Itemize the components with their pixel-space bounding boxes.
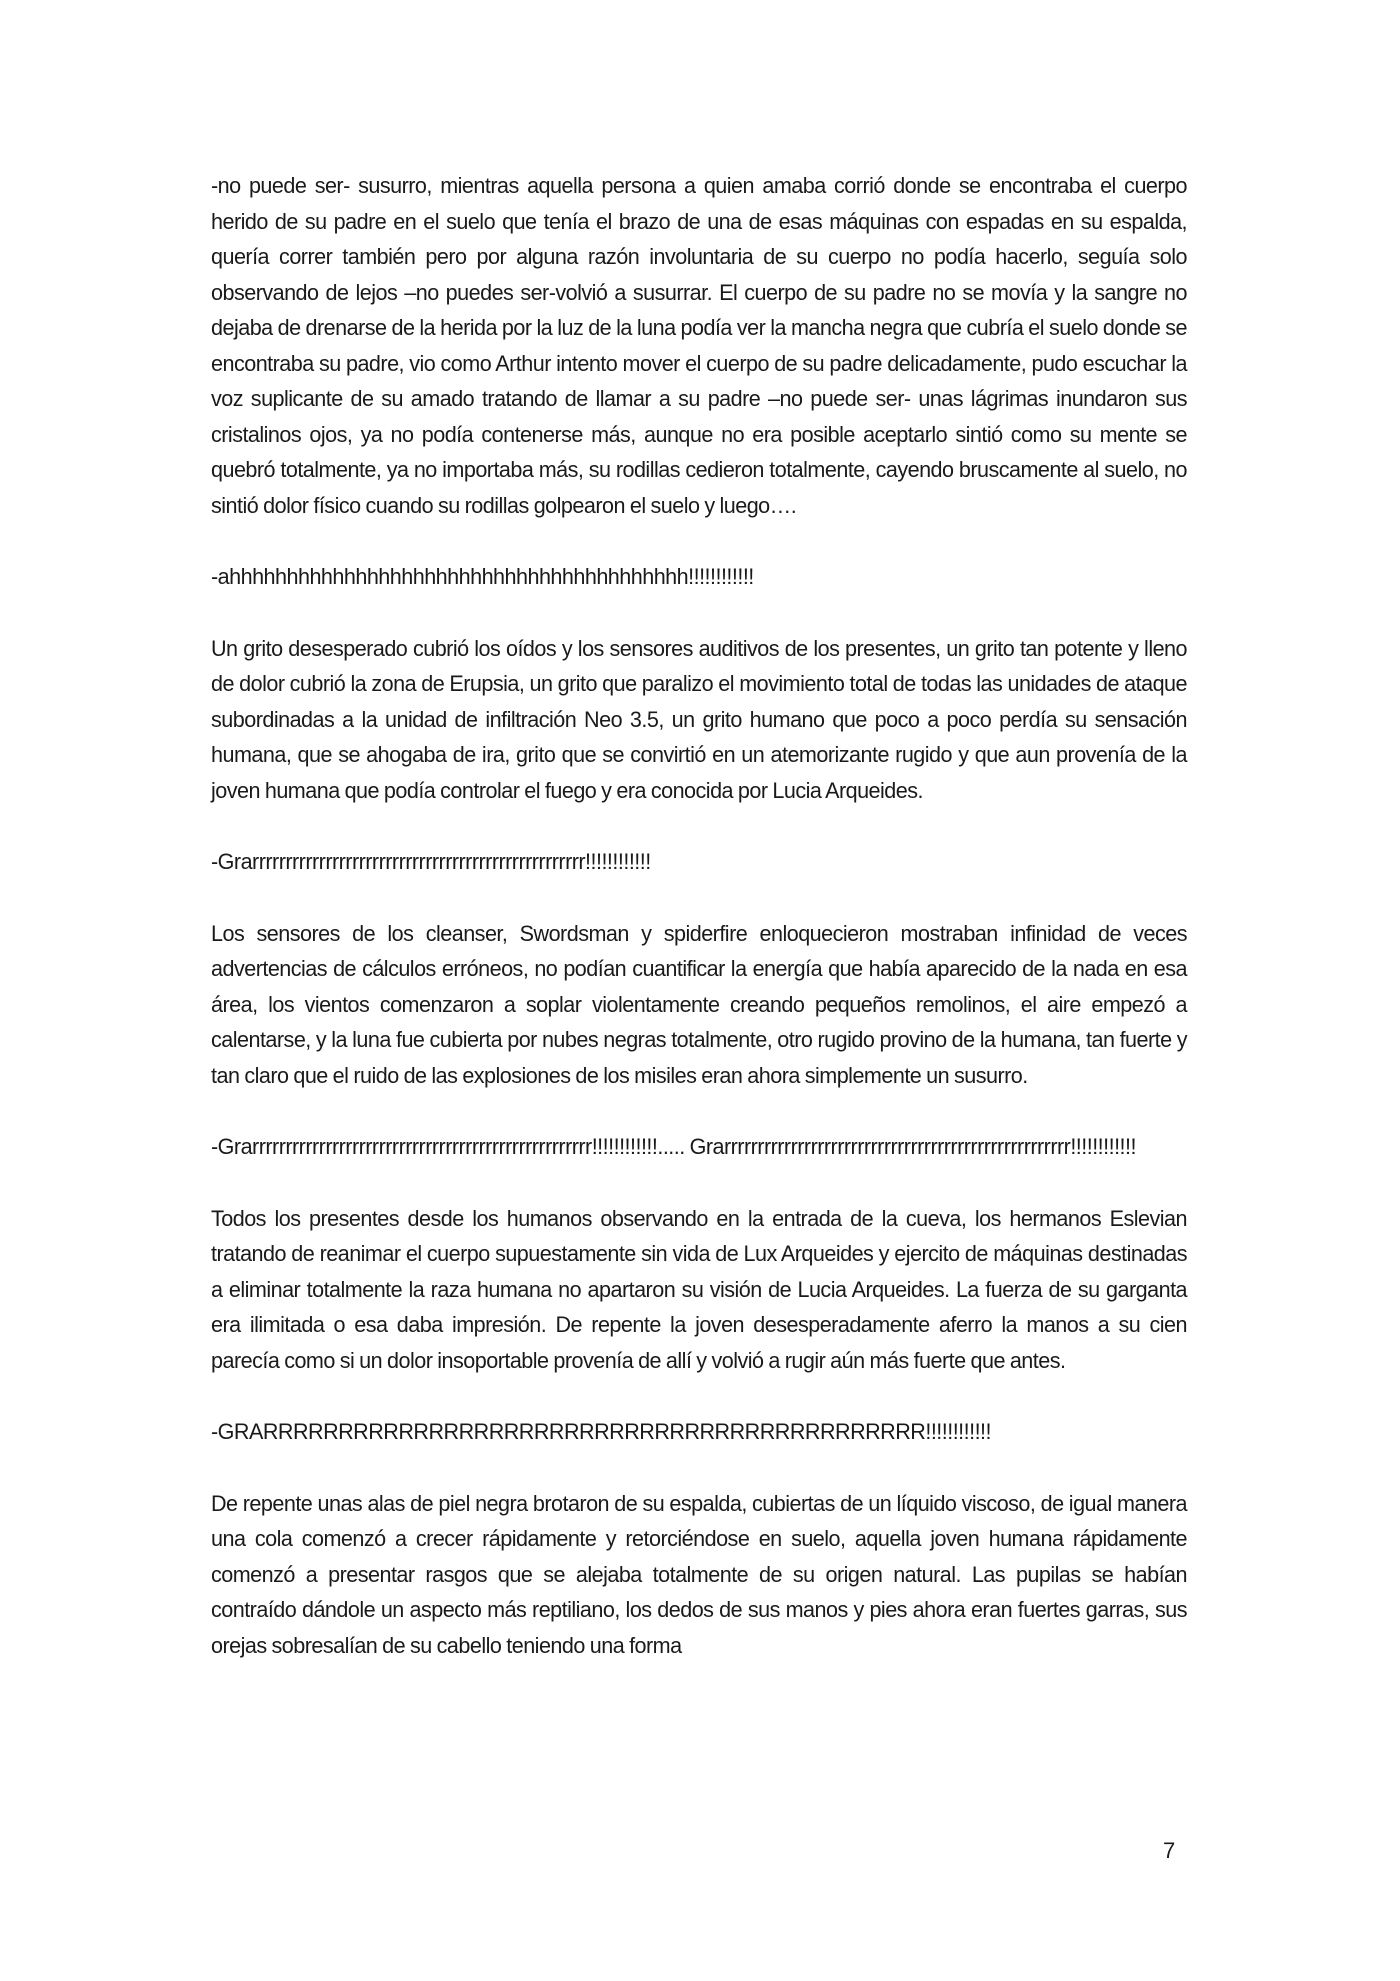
paragraph-3: Los sensores de los cleanser, Swordsman y spiderfire enloquecieron mostraban infinidad de veces advertencias de cálculos erróneos, no podían cuantificar la energía que había aparecido de la nada en esa área, los vientos comenzaron a soplar violentamente creando pequeños remolinos, el aire empezó a calentarse, y la luna fue cubierta por nubes negras totalmente, otro rugido provino de la humana, tan fuerte y tan claro que el ruido de las explosiones de los misiles eran ahora simplemente un susurro. — [211, 920, 1188, 1088]
page-number: 7 — [1163, 1838, 1176, 1863]
scream-line-1: -ahhhhhhhhhhhhhhhhhhhhhhhhhhhhhhhhhhhhhhhh!!!!!!!!!!!! — [211, 564, 754, 589]
paragraph-4: Todos los presentes desde los humanos observando en la entrada de la cueva, los hermanos Eslevian tratando de reanimar el cuerpo supuestamente sin vida de Lux Arqueides y ejercito de máquinas destinadas a eliminar totalmente la raza humana no apartaron su visión de Lucia Arqueides. La fuerza de su garganta era ilimitada o esa daba impresión. De repente la joven desesperadamente aferro la manos a su cien parecía como si un dolor insoportable provenía de allí y volvió a rugir aún más fuerte que antes. — [211, 1205, 1188, 1373]
roar-line-2: -Grarrrrrrrrrrrrrrrrrrrrrrrrrrrrrrrrrrrrrrrrrrrrrrrrrrr!!!!!!!!!!!!..... Grarrrrrrrrrrrrrrrrrrrrrrrrrrrrrrrrrrrrrrrrrrrrrrrrrrrr!!!!!!!!!!!! — [211, 1134, 1136, 1159]
paragraph-gap — [211, 523, 1187, 559]
roar-line-3: -GRARRRRRRRRRRRRRRRRRRRRRRRRRRRRRRRRRRRRRRRRRRRR!!!!!!!!!!!! — [211, 1419, 991, 1444]
paragraph-gap — [211, 880, 1187, 916]
paragraph-1: -no puede ser- susurro, mientras aquella persona a quien amaba corrió donde se encontraba el cuerpo herido de su padre en el suelo que tenía el brazo de una de esas máquinas con espadas en su espalda, quería correr también pero por alguna razón involuntaria de su cuerpo no podía hacerlo, seguía solo observando de lejos –no puedes ser-volvió a susurrar. El cuerpo de su padre no se movía y la sangre no dejaba de drenarse de la herida por la luz de la luna podía ver la mancha negra que cubría el suelo donde se encontraba su padre, vio como Arthur intento mover el cuerpo de su padre delicadamente, pudo escuchar la voz suplicante de su amado tratando de llamar a su padre –no puede ser- unas lágrimas inundaron sus cristalinos ojos, ya no podía contenerse más, aunque no era posible aceptarlo sintió como su mente se quebró totalmente, ya no importaba más, su rodillas cedieron totalmente, cayendo bruscamente al suelo, no sintió dolor físico cuando su rodillas golpearon el suelo y luego…. — [211, 173, 1188, 518]
paragraph-gap — [211, 595, 1187, 631]
paragraph-gap — [211, 1450, 1187, 1486]
paragraph-gap — [211, 1093, 1187, 1129]
paragraph-gap — [211, 1165, 1187, 1201]
paragraph-2: Un grito desesperado cubrió los oídos y los sensores auditivos de los presentes, un grito tan potente y lleno de dolor cubrió la zona de Erupsia, un grito que paralizo el movimiento total de todas las unidades de ataque subordinadas a la unidad de infiltración Neo 3.5, un grito humano que poco a poco perdía su sensación humana, que se ahogaba de ira, grito que se convirtió en un atemorizante rugido y que aun provenía de la joven humana que podía controlar el fuego y era conocida por Lucia Arqueides. — [211, 635, 1188, 803]
page-body — [211, 168, 1187, 1663]
paragraph-5: De repente unas alas de piel negra brotaron de su espalda, cubiertas de un líquido viscoso, de igual manera una cola comenzó a crecer rápidamente y retorciéndose en suelo, aquella joven humana rápidamente comenzó a presentar rasgos que se alejaba totalmente de su origen natural. Las pupilas se habían contraído dándole un aspecto más reptiliano, los dedos de sus manos y pies ahora eran fuertes garras, sus orejas sobresalían de su cabello teniendo una forma — [211, 1490, 1188, 1658]
paragraph-gap — [211, 808, 1187, 844]
paragraph-gap — [211, 1378, 1187, 1414]
roar-line-1: -Grarrrrrrrrrrrrrrrrrrrrrrrrrrrrrrrrrrrrrrrrrrrrrrrrrr!!!!!!!!!!!! — [211, 849, 651, 874]
